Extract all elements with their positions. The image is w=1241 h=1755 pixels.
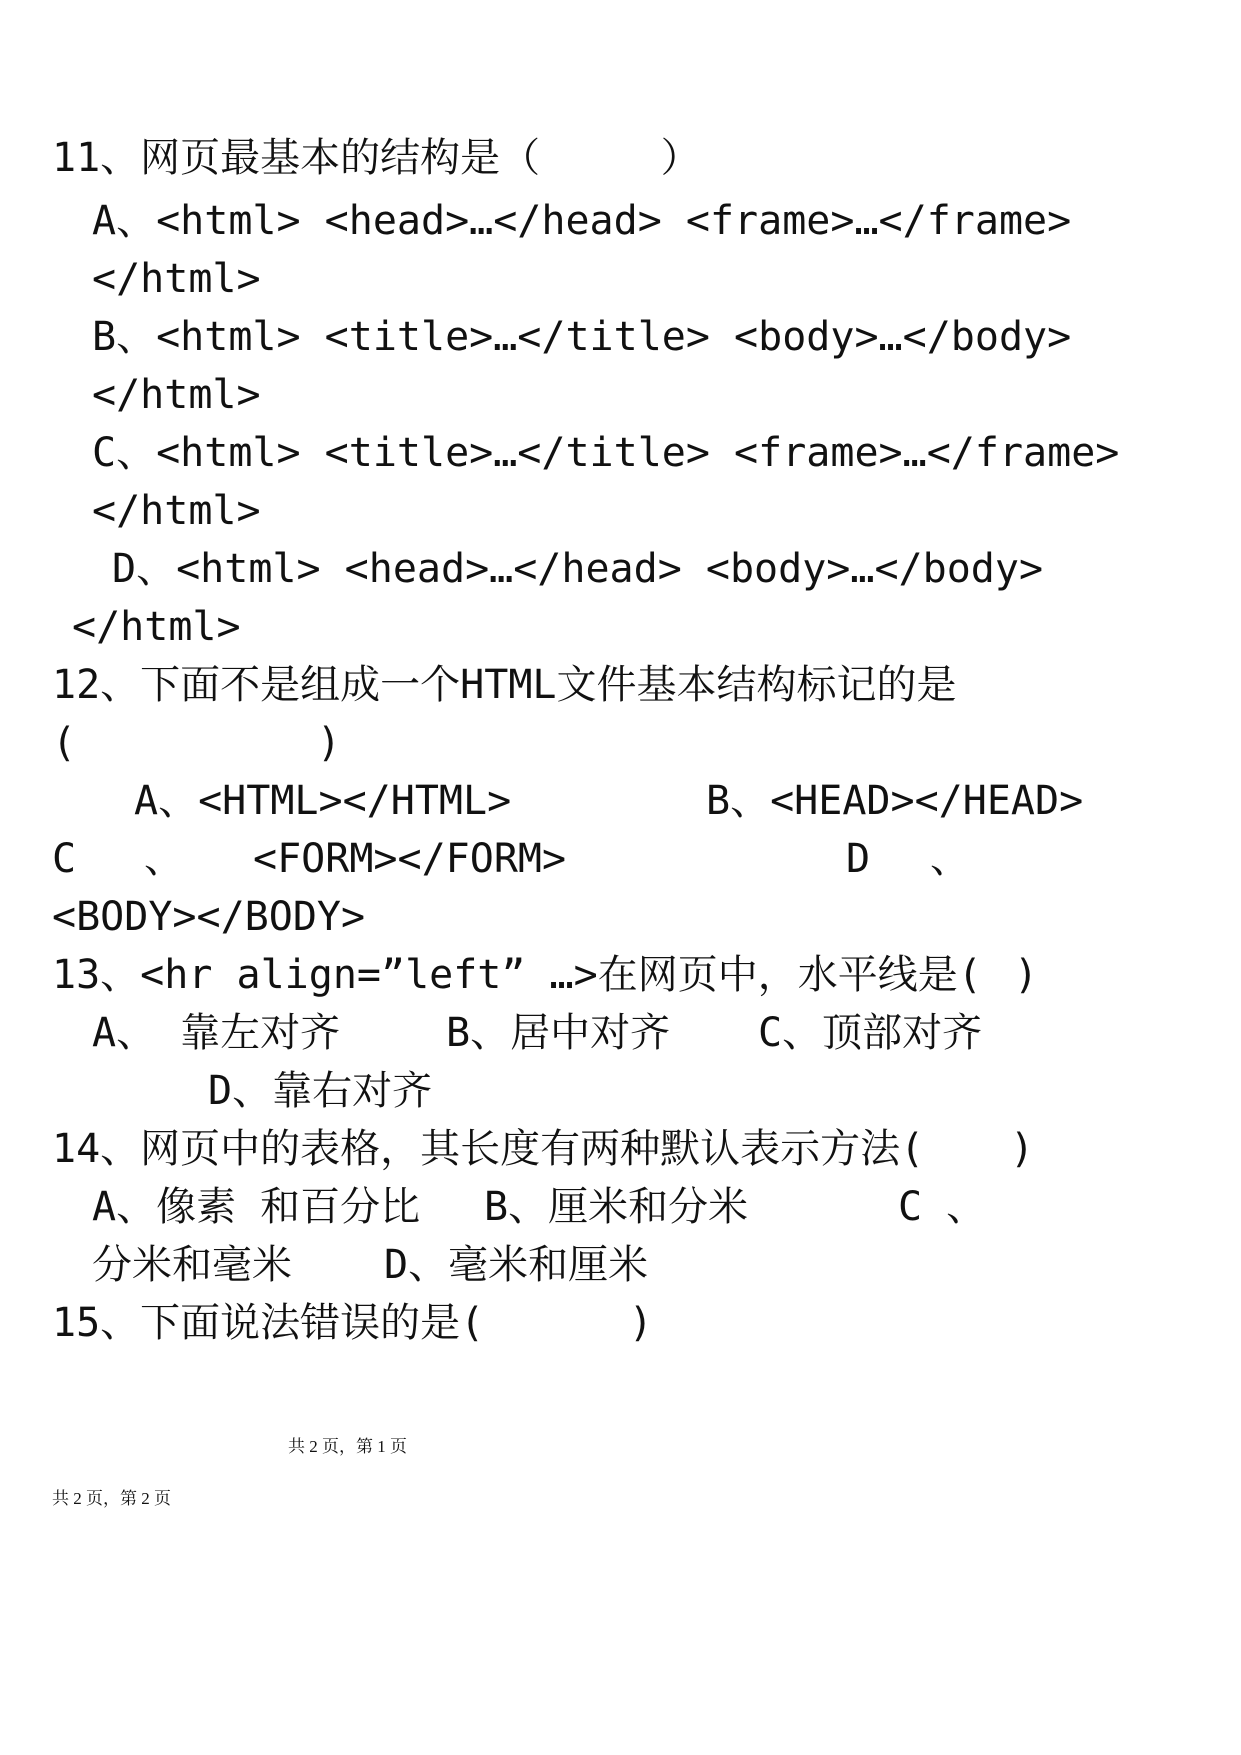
question-13-option-d: D、靠右对齐 — [208, 1068, 433, 1114]
question-11-option-c: C、<html> <title>…</title> <frame>…</frame> — [92, 430, 1120, 476]
question-13-stem-close: ) — [1014, 952, 1039, 998]
question-14-option-b: B、厘米和分米 — [484, 1184, 749, 1230]
question-12-option-c-value: <FORM></FORM> — [253, 836, 567, 882]
question-11-option-a: A、<html> <head>…</head> <frame>…</frame> — [92, 198, 1072, 244]
question-12-option-d-value: <BODY></BODY> — [52, 894, 366, 940]
question-13-stem: 13、<hr align=”left” …>在网页中，水平线是( — [52, 952, 982, 998]
question-12-option-c-letter: C — [52, 836, 77, 882]
question-12-stem: 12、下面不是组成一个HTML文件基本结构标记的是 — [52, 662, 957, 708]
question-11-option-d: D、<html> <head>…</head> <body>…</body> — [112, 546, 1044, 592]
question-14-stem-close: ) — [1010, 1126, 1035, 1172]
question-11-stem: 11、网页最基本的结构是（ ） — [52, 135, 701, 181]
question-11-option-d-cont: </html> — [72, 604, 241, 650]
question-14-stem: 14、网页中的表格，其长度有两种默认表示方法( — [52, 1126, 925, 1172]
question-13-option-a: A、 靠左对齐 — [92, 1010, 341, 1056]
question-11-option-a-cont: </html> — [92, 256, 261, 302]
question-12-option-d-sep: 、 — [930, 836, 970, 882]
question-13-option-c: C、顶部对齐 — [758, 1010, 983, 1056]
question-15-stem: 15、下面说法错误的是( ) — [52, 1300, 653, 1346]
question-11-option-c-cont: </html> — [92, 488, 261, 534]
question-12-option-a: A、<HTML></HTML> — [134, 778, 512, 824]
question-13-option-b: B、居中对齐 — [446, 1010, 671, 1056]
question-11-option-b: B、<html> <title>…</title> <body>…</body> — [92, 314, 1072, 360]
question-14-option-c: C 、 — [898, 1184, 987, 1230]
question-12-stem-paren: ( ) — [52, 720, 341, 766]
question-11-option-b-cont: </html> — [92, 372, 261, 418]
question-14-option-d: D、毫米和厘米 — [384, 1242, 649, 1288]
question-14-option-a: A、像素 和百分比 — [92, 1184, 421, 1230]
question-12-option-b: B、<HEAD></HEAD> — [706, 778, 1084, 824]
question-14-option-c-value: 分米和毫米 — [92, 1242, 292, 1288]
page-number-left: 共 2 页，第 2 页 — [52, 1489, 171, 1508]
question-12-option-c-sep: 、 — [144, 836, 184, 882]
question-12-option-d-letter: D — [846, 836, 871, 882]
page-number-center: 共 2 页，第 1 页 — [288, 1437, 407, 1456]
